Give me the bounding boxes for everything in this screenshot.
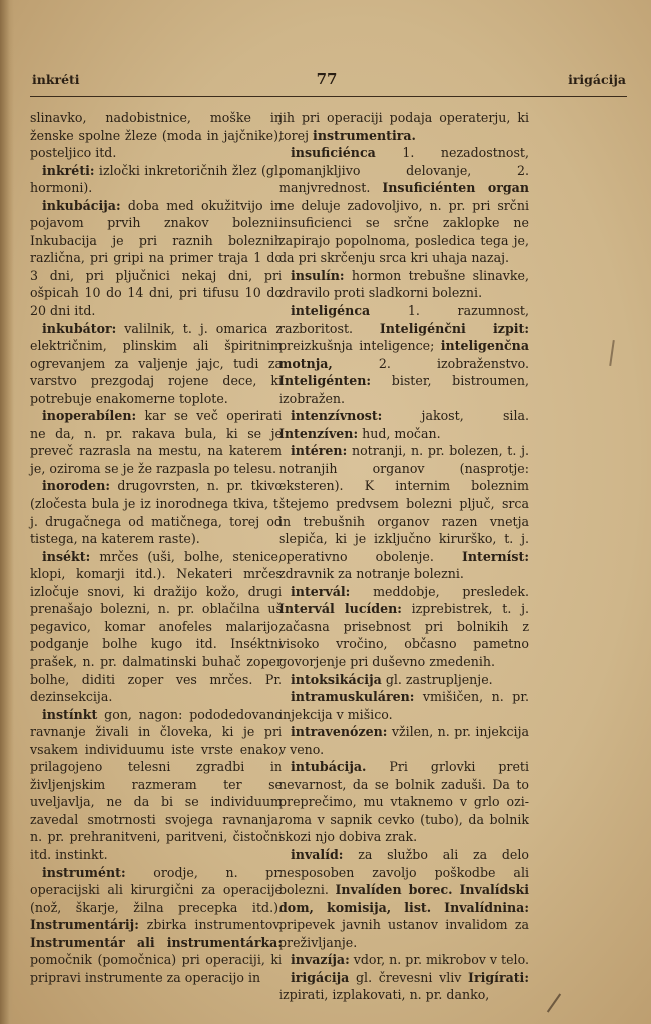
entry-term: intravenózen: xyxy=(291,724,388,740)
entry-term: instrumént: xyxy=(42,864,126,880)
entry-term: invazíja: xyxy=(291,952,350,968)
header-right-guide-word: irigácija xyxy=(568,72,626,87)
entry-insulin xyxy=(279,267,529,302)
entry-text: preizkušnja inteligence; xyxy=(279,338,441,354)
entry-subterm: Invalíden borec. Invalídski dom, komisija, list. Invalídnina: xyxy=(279,882,530,915)
entry-inteligenca xyxy=(279,302,529,407)
entry-term: insulín: xyxy=(291,267,345,283)
entry-text: bister, bistroumen, izobražen. xyxy=(279,373,529,406)
entry-text: zdravnik za notranje bolezni. xyxy=(279,566,464,582)
entry-intubacija xyxy=(279,758,529,846)
entry-inkubator xyxy=(30,320,282,408)
entry-subterm: Inteligénčni izpit: xyxy=(379,320,529,336)
entry-term: inteligénca xyxy=(291,303,371,319)
entry-term: intenzívnost: xyxy=(291,408,383,424)
entry-term: inkubácija: xyxy=(42,197,121,213)
header-left-guide-word: inkréti xyxy=(32,72,80,87)
entry-term: inoperabílen: xyxy=(42,408,137,424)
entry-text: zbirka instrumentov. xyxy=(138,917,282,933)
entry-subterm: Intervál lucíden: xyxy=(279,601,402,617)
entry-subterm: instrumentira. xyxy=(313,127,416,143)
entry-inoperabilen xyxy=(30,407,282,477)
entry-term: intramuskuláren: xyxy=(291,689,415,705)
entry-text: notranji, n. pr. bolezen, t. j. notranjih organov (nasprotje: eksteren). K internim boleznim štejemo predvsem bolezni pljuč, srca in trebušnih organov razen vnetja slepiča, ki je izključno kirurško, t. j. operativno obolenje. xyxy=(279,443,529,564)
entry-term: inoroden: xyxy=(42,478,110,494)
entry-term: insuficiénca xyxy=(291,145,376,161)
entry-term: insékt: xyxy=(42,548,91,564)
entry-inkubacija xyxy=(30,197,282,320)
running-header xyxy=(28,70,626,92)
entry-text: hormon trebušne slinavke, zdravilo proti sladkorni bolezni. xyxy=(279,267,529,301)
entry-subterm: Irigírati: xyxy=(468,969,529,985)
entry-text: orodje, n. pr. operacijski ali kirurgični za operacije (nož, škarje, žilna precepka itd.). xyxy=(30,864,282,915)
entry-term: instínkt xyxy=(42,706,98,722)
book-spine-shadow xyxy=(0,0,14,1024)
entry-text: vžilen, n. pr. injekcija v veno. xyxy=(279,724,529,757)
entry-subterm: Instrumentárij: xyxy=(30,917,139,933)
entry-invazija xyxy=(279,951,529,969)
entry-text: kar se več operirati ne da, n. pr. rakava bula, ki se je preveč razrasla na mestu, na katerem je, oziroma se je že razpasla po telesu. xyxy=(30,408,282,476)
entry-text: izpirati, izplakovati, n. pr. danko, xyxy=(279,987,490,1003)
page-number: 77 xyxy=(316,70,338,88)
entry-text: meddobje, presledek. xyxy=(350,583,529,599)
header-rule xyxy=(30,96,627,97)
entry-instrument xyxy=(30,864,282,987)
entry-interen xyxy=(279,442,529,582)
right-column xyxy=(279,109,530,1003)
entry-text: 1. razumnost, razboritost. xyxy=(279,303,529,336)
entry-term: inkubátor: xyxy=(42,320,117,336)
entry-text: izprebistrek, t. j. začasna prisebnost pri bolnikih z visoko vročino, občasno pametno govorjenje pri duševno zmedenih. xyxy=(279,601,529,669)
entry-instinkt xyxy=(30,706,282,864)
entry-term: intéren: xyxy=(291,443,348,459)
entry-text: hud, močan. xyxy=(358,425,441,441)
entry-text: slinavko, nadobistnice, moške in ženske spolne žleze (moda in jajčnike), posteljico itd. xyxy=(30,110,282,161)
entry-text: mrčes (uši, bolhe, stenice, klopi, komarji itd.). Nekateri mrčes izločuje snovi, ki dražijo kožo, drugi prenašajo bolezni, n. pr. oblačilna uš pegavico, komar anofeles malarijo, podganje bolhe kugo itd. Inséktni prašek, n. pr. dalmatinski buhač zoper bolhe, diditi zoper ves mrčes. Pr. dezinsekcija. xyxy=(30,548,282,705)
entry-intenzivnost xyxy=(279,407,529,442)
entry-text: jih pri operaciji podaja operaterju, ki torej xyxy=(279,110,529,143)
pencil-mark xyxy=(609,340,615,366)
entry-term: intervál: xyxy=(291,583,351,599)
entry-text: valilnik, t. j. omarica z električnim, plinskim ali špiritnim ogrevanjem za valjenje jajc, tudi za varstvo prezgodaj rojene dece, ki potrebuje enakomerne toplote. xyxy=(30,320,282,406)
entry-interval xyxy=(279,583,529,671)
entry-subterm: Intenzíven: xyxy=(279,425,359,441)
entry-text: Pri grlovki preti nevarnost, da se bolnik zaduši. Da to preprečimo, mu vtaknemo v grlo oziroma v sapnik cevko (tubo), da bolnik skozi njo dobiva zrak. xyxy=(279,759,529,845)
entry-text: 1. nezadostnost, pomanjkljivo delovanje, 2. manjvrednost. xyxy=(279,145,529,196)
entry-invalid xyxy=(279,846,529,951)
entry-subterm: inteligenčna motnja, xyxy=(279,338,529,371)
entry-text: gl. zastrupljenje. xyxy=(381,671,493,687)
entry-text: za službo ali za delo nesposoben zavoljo poškodbe ali bolezni. xyxy=(279,846,529,898)
entry-term: inkréti: xyxy=(42,162,95,178)
entry-term: invalíd: xyxy=(291,846,344,862)
entry-insekt xyxy=(30,548,282,706)
entry-text: gon, nagon: pododedovano ravnanje živali in človeka, ki je pri vsakem individuumu iste vrste enako, prilagojeno telesni zgradbi in življenjskim razmeram ter se uveljavlja, ne da bi se individuum zavedal smotrnosti svojega ravnanja, n. pr. prehranitveni, paritveni, čistočni itd. instinkt. xyxy=(30,706,282,862)
entry-text: doba med okužitvijo in pojavom prvih znakov bolezni. Inkubacija je pri raznih boleznih različna, pri gripi na primer traja 1 do 3 dni, pri pljučnici nekaj dni, pri ošpicah 10 do 14 dni, pri tifusu 10 do 20 dni itd. xyxy=(30,197,282,319)
entry-continuation xyxy=(30,109,282,162)
entry-text: vmišičen, n. pr. injekcija v mišico. xyxy=(279,689,529,722)
entry-intramuskularen xyxy=(279,688,529,723)
entry-inkreti xyxy=(30,162,282,197)
entry-inoroden xyxy=(30,477,282,547)
entry-subterm: Inteligénten: xyxy=(279,373,372,389)
entry-subterm: Instrumentár ali instrumentárka: xyxy=(30,934,282,950)
entry-text: gl. črevesni vliv xyxy=(349,969,469,985)
left-column xyxy=(30,109,282,985)
entry-text: ne deluje zadovoljivo, n. pr. pri srčni insuficienci se srčne zaklopke ne zapirajo popolnoma, posledica tega je, da pri skrčenju srca kri uhaja nazaj. xyxy=(279,197,529,266)
entry-text: pomočnik (pomočnica) pri operaciji, ki pripravi instrumente za operacijo in xyxy=(30,952,282,985)
entry-subterm: Insuficiénten organ xyxy=(382,180,529,196)
entry-insuficienca xyxy=(279,144,529,267)
entry-continuation xyxy=(279,109,529,144)
entry-intravenozen xyxy=(279,723,529,758)
entry-text: drugovrsten, n. pr. tkivo (zločesta bula je iz inorodnega tkiva, t. j. drugačnega od matičnega, torej od tistega, na katerem raste). xyxy=(30,478,282,547)
entry-term: intubácija. xyxy=(291,759,367,775)
entry-text: izločki inkretoričnih žlez (gl. hormoni). xyxy=(30,162,282,196)
entry-term: intoksikácija xyxy=(291,671,382,687)
entry-text: pripevek javnih ustanov invalidom za preživljanje. xyxy=(279,917,529,950)
entry-text: 2. izobraženstvo. xyxy=(332,355,529,371)
entry-subterm: Interníst: xyxy=(461,548,529,564)
entry-text: jakost, sila. xyxy=(382,408,529,424)
entry-intoksikacija xyxy=(279,671,529,689)
pencil-mark xyxy=(547,993,561,1012)
entry-text: vdor, n. pr. mikrobov v telo. xyxy=(349,952,529,968)
entry-term: irigácija xyxy=(291,969,350,985)
entry-irigacija xyxy=(279,969,529,1004)
